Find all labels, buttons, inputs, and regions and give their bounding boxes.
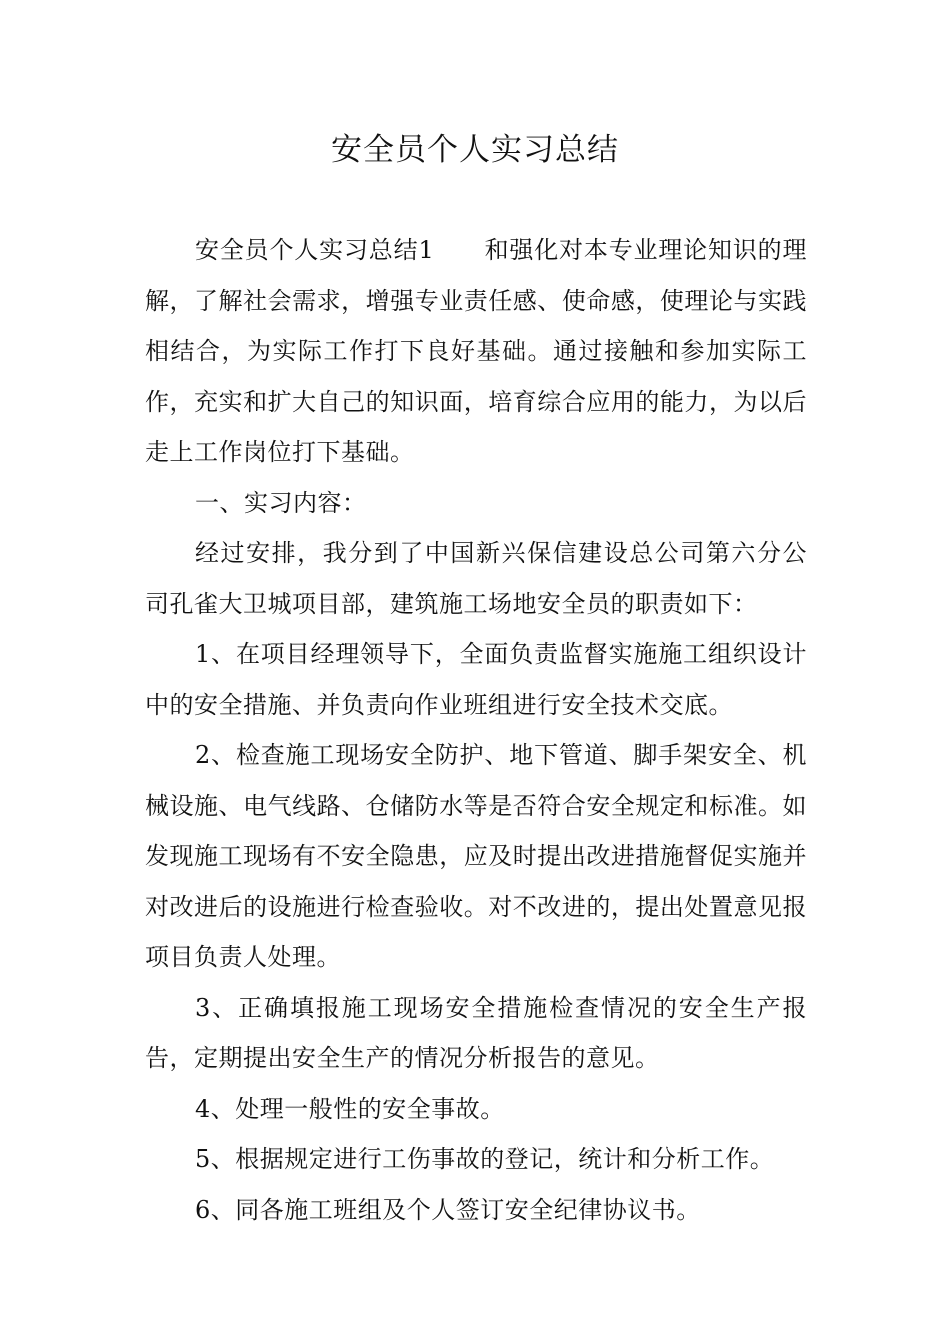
intro-text: 和强化对本专业理论知识的理解，了解社会需求，增强专业责任感、使命感，使理论与实践相结合，为实际工作打下良好基础。通过接触和参加实际工作，充实和扩大自己的知识面，培育综合应用的能力，为以后走上工作岗位打下基础。 <box>145 236 807 466</box>
paragraph-duty-6: 6、同各施工班组及个人签订安全纪律协议书。 <box>195 1195 701 1224</box>
intro-paragraph <box>145 225 807 478</box>
paragraph-duty-4: 4、处理一般性的安全事故。 <box>195 1094 505 1123</box>
document-body <box>145 225 807 1235</box>
paragraph-duty-3: 3、正确填报施工现场安全措施检查情况的安全生产报告，定期提出安全生产的情况分析报告的意见。 <box>145 993 807 1072</box>
document-title: 安全员个人实习总结 <box>331 132 619 168</box>
paragraph-duty-1: 1、在项目经理领导下，全面负责监督实施施工组织设计中的安全措施、并负责向作业班组进行安全技术交底。 <box>145 640 807 719</box>
section-heading: 一、实习内容： <box>195 488 367 517</box>
paragraph-duty-5: 5、根据规定进行工伤事故的登记，统计和分析工作。 <box>195 1145 775 1173</box>
paragraph-assignment: 经过安排，我分到了中国新兴保信建设总公司第六分公司孔雀大卫城项目部，建筑施工场地安全员的职责如下： <box>145 539 807 618</box>
paragraph-duty-2: 2、检查施工现场安全防护、地下管道、脚手架安全、机械设施、电气线路、仓储防水等是否符合安全规定和标准。如发现施工现场有不安全隐患，应及时提出改进措施督促实施并对改进后的设施进行检查验收。对不改进的，提出处置意见报项目负责人处理。 <box>145 741 807 971</box>
intro-heading: 安全员个人实习总结1 <box>195 236 435 264</box>
